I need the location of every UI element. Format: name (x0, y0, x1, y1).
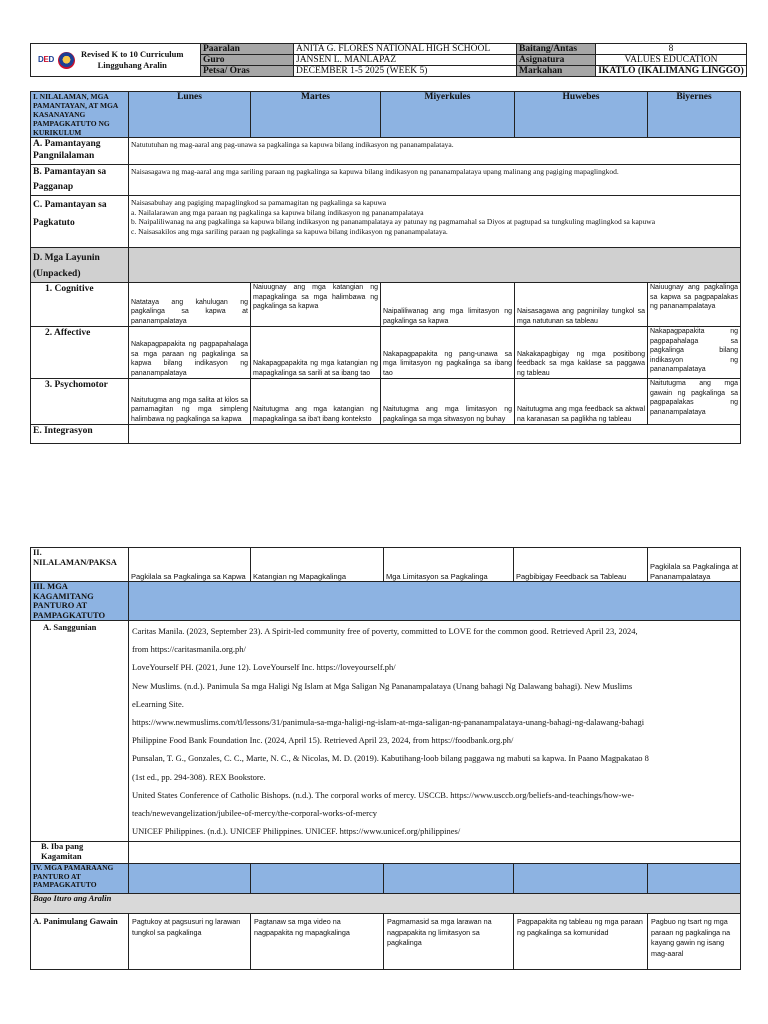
header-table (30, 43, 747, 77)
pagganap-text: Naisasagawa ng mag-aaral ang mga sariling paraan ng pagkalinga sa kapuwa bilang indikasyon ng pananampalataya upang malinang ang pagiging mapaglingkod. (129, 165, 741, 196)
reference-line: Punsalan, T. G., Gonzales, C. C., Marte, N. C., & Nicolas, M. D. (2019). Kabutihang-loob bilang paggawa ng mabuti sa kapwa. In Paano Magpakatao 8 (132, 753, 649, 764)
psychomotor-martes: Naitutugma ang mga katangian ng mapagkalinga sa iba't ibang konteksto (251, 379, 381, 425)
reference-line: (1st ed., pp. 294-308). REX Bookstore. (132, 771, 266, 782)
pangnilalaman-label: A. Pamantayang Pangnilalaman (31, 138, 129, 165)
affective-label: 2. Affective (31, 327, 129, 379)
psychomotor-miyerkules: Naitutugma ang mga limitasyon ng pagkalinga sa mga sitwasyon ng buhay (381, 379, 515, 425)
pamaraang-huwebes (514, 864, 648, 894)
pagkatuto-text (129, 196, 741, 248)
pagkatuto-label: C. Pamantayan sa Pagkatuto (31, 196, 129, 248)
reference-line: New Muslims. (n.d.). Panimula Sa mga Haligi Ng Islam at Mga Saligan Ng Pananampalataya (Unang bahagi Ng Dalawang bahagi). New Muslims (132, 680, 633, 691)
guro-value: JANSEN L. MANLAPAZ (294, 55, 517, 66)
header-logo-cell (31, 44, 201, 77)
panimulang-lunes: Pagtukoy at pagsusuri ng larawan tungkol sa pagkalinga (129, 914, 251, 970)
cognitive-martes: Naiuugnay ang mga katangian ng mapagkalinga sa mga halimbawa ng pagkalinga sa kapwa (251, 283, 381, 327)
day-header-martes: Martes (251, 92, 381, 138)
guro-label: Guro (201, 55, 294, 66)
panimulang-martes: Pagtanaw sa mga video na nagpapakita ng mapagkalinga (251, 914, 384, 970)
pagkatuto-line: c. Naisasakilos ang mga sariling paraan ng pagkalinga sa kapuwa bilang indikasyon ng pananampalataya. (131, 226, 448, 236)
paaralan-label: Paaralan (201, 44, 294, 55)
affective-miyerkules: Nakapagpapakita ng pang-unawa sa mga limitasyon ng pagkalinga sa ibang tao (381, 327, 515, 379)
psychomotor-biyernes: Naitutugma ang mga gawain ng pagkalinga sa pagpapalakas ng pananampalataya (648, 379, 741, 425)
reference-line: Philippine Food Bank Foundation Inc. (2024, April 15). Retrieved April 23, 2024, from https://foodbank.org.ph/ (132, 735, 514, 746)
kagamitang-spacer (129, 582, 741, 621)
psychomotor-label: 3. Psychomotor (31, 379, 129, 425)
pagkatuto-line: b. Naipaliliwanag na ang pagkalinga sa kapuwa bilang indikasyon ng pananampalataya ay patunay ng pagmamahal sa Diyos at pagtupad sa tungkuling maglingkod sa kapuwa (131, 217, 656, 226)
section1-corner-label: I. NILALAMAN, MGA PAMANTAYAN, AT MGA KASANAYANG PAMPAGKATUTO NG KURIKULUM (31, 92, 129, 138)
baitang-label: Baitang/Antas (517, 44, 596, 55)
pamaraang-martes (251, 864, 384, 894)
cognitive-label: 1. Cognitive (31, 283, 129, 327)
references-list (129, 621, 741, 842)
integrasyon-content (129, 425, 741, 444)
day-header-miyerkules: Miyerkules (381, 92, 515, 138)
pagganap-label: B. Pamantayan sa Pagganap (31, 165, 129, 196)
cognitive-biyernes: Naiuugnay ang pagkalinga sa kapwa sa pagpapalakas ng pananampalataya (648, 283, 741, 327)
affective-huwebes: Nakakapagbigay ng mga positibong feedback sa mga kaklase sa paggawa ng tableau (515, 327, 648, 379)
reference-line: United States Conference of Catholic Bishops. (n.d.). The corporal works of mercy. USCCB. https://www.usccb.org/beliefs-and-teachings/how-we- (132, 789, 635, 800)
reference-line: teach/newevangelization/jubilee-of-mercy/the-corporal-works-of-mercy (132, 808, 377, 819)
day-header-lunes: Lunes (129, 92, 251, 138)
deped-logo: DED (38, 55, 55, 64)
markahan-label: Markahan (517, 66, 596, 77)
reference-line: eLearning Site. (132, 698, 184, 709)
paaralan-value: ANITA G. FLORES NATIONAL HIGH SCHOOL (294, 44, 517, 55)
pamaraang-lunes (129, 864, 251, 894)
cognitive-lunes: Natataya ang kahulugan ng pagkalinga sa kapwa at pananampalataya (129, 283, 251, 327)
topic-lunes: Pagkilala sa Pagkalinga sa Kapwa (129, 548, 251, 582)
layunin-spacer (129, 248, 741, 283)
pagkatuto-line: Naisasabuhay ang pagiging mapaglingkod sa pamamagitan ng pagkalinga sa kapuwa (131, 198, 387, 207)
psychomotor-huwebes: Naitutugma ang mga feedback sa aktwal na karanasan sa paglikha ng tableau (515, 379, 648, 425)
pagkatuto-line: a. Nailalarawan ang mga paraan ng pagkalinga sa kapuwa bilang indikasyon ng pananampalataya (131, 207, 424, 217)
sanggunian-label: A. Sanggunian (31, 621, 129, 842)
affective-biyernes: Nakapagpapakita ng pagpapahalaga sa pagkalinga bilang indikasyon ng pananampalataya (648, 327, 741, 379)
asignatura-label: Asignatura (517, 55, 596, 66)
pamaraang-biyernes (648, 864, 741, 894)
cognitive-huwebes: Naisasagawa ang pagninilay tungkol sa mga natutunan sa tableau (515, 283, 648, 327)
iba-content (129, 842, 741, 864)
petsa-label: Petsa/ Oras (201, 66, 294, 77)
kagamitang-label: III. MGA KAGAMITANG PANTURO AT PAMPAGKATUTO (31, 582, 129, 621)
deped-seal-icon (58, 52, 75, 69)
pamaraang-label: IV. MGA PAMARAANG PANTURO AT PAMPAGKATUTO (31, 864, 129, 894)
day-header-huwebes: Huwebes (515, 92, 648, 138)
lesson-resources-table (30, 547, 741, 970)
asignatura-value: VALUES EDUCATION (596, 55, 747, 66)
pangnilalaman-text: Natututuhan ng mag-aaral ang pag-unawa sa pagkalinga sa kapuwa bilang indikasyon ng pananampalataya. (129, 138, 741, 165)
curriculum-standards-table (30, 91, 741, 444)
reference-line: Caritas Manila. (2023, September 23). A Spirit-led community free of poverty, committed to LOVE for the common good. Retrieved April 23, 2024, (132, 626, 638, 636)
panimulang-miyerkules: Pagmamasid sa mga larawan na nagpapakita ng limitasyon sa pagkalinga (384, 914, 514, 970)
panimulang-biyernes: Pagbuo ng tsart ng mga paraan ng pagkalinga na kayang gawin ng isang mag-aaral (648, 914, 741, 970)
markahan-value: IKATLO (IKALIMANG LINGGO) (596, 66, 747, 77)
baitang-value: 8 (596, 44, 747, 55)
bago-label: Bago Ituro ang Aralin (31, 894, 741, 914)
cognitive-miyerkules: Naipaliliwanag ang mga limitasyon ng pagkalinga sa kapwa (381, 283, 515, 327)
layunin-label: D. Mga Layunin (Unpacked) (31, 248, 129, 283)
topic-huwebes: Pagbibigay Feedback sa Tableau (514, 548, 648, 582)
topic-biyernes: Pagkilala sa Pagkalinga at Pananampalataya (648, 548, 741, 582)
affective-martes: Nakapagpapakita ng mga katangian ng mapagkalinga sa sarili at sa ibang tao (251, 327, 381, 379)
iba-label: B. Iba pang Kagamitan (31, 842, 129, 864)
revised-curriculum-title: Revised K to 10 Curriculum Lingguhang Aralin (81, 49, 184, 70)
reference-line: https://www.newmuslims.com/tl/lessons/31/panimula-sa-mga-haligi-ng-islam-at-mga-saligan-ng-pananampalataya-unang-bahagi-ng-dalawang-bahagi (132, 717, 645, 728)
panimulang-label: A. Panimulang Gawain (31, 914, 129, 970)
topic-miyerkules: Mga Limitasyon sa Pagkalinga (384, 548, 514, 582)
reference-line: from https://caritasmanila.org.ph/ (132, 644, 246, 655)
paksa-label: II. NILALAMAN/PAKSA (31, 548, 129, 582)
integrasyon-label: E. Integrasyon (31, 425, 129, 444)
pamaraang-miyerkules (384, 864, 514, 894)
psychomotor-lunes: Naitutugma ang mga salita at kilos sa pamamagitan ng mga simpleng halimbawa ng pagkalinga sa kapwa (129, 379, 251, 425)
affective-lunes: Nakapagpapakita ng pagpapahalaga sa mga paraan ng pagkalinga sa kapwa bilang indikasyon ng pananampalataya (129, 327, 251, 379)
reference-line: LoveYourself PH. (2021, June 12). LoveYourself Inc. https://loveyourself.ph/ (132, 662, 396, 673)
panimulang-huwebes: Pagpapakita ng tableau ng mga paraan ng pagkalinga sa komunidad (514, 914, 648, 970)
reference-line: UNICEF Philippines. (n.d.). UNICEF Philippines. UNICEF. https://www.unicef.org/philippines/ (132, 826, 461, 837)
petsa-value: DECEMBER 1-5 2025 (WEEK 5) (294, 66, 517, 77)
topic-martes: Katangian ng Mapagkalinga (251, 548, 384, 582)
day-header-biyernes: Biyernes (648, 92, 741, 138)
